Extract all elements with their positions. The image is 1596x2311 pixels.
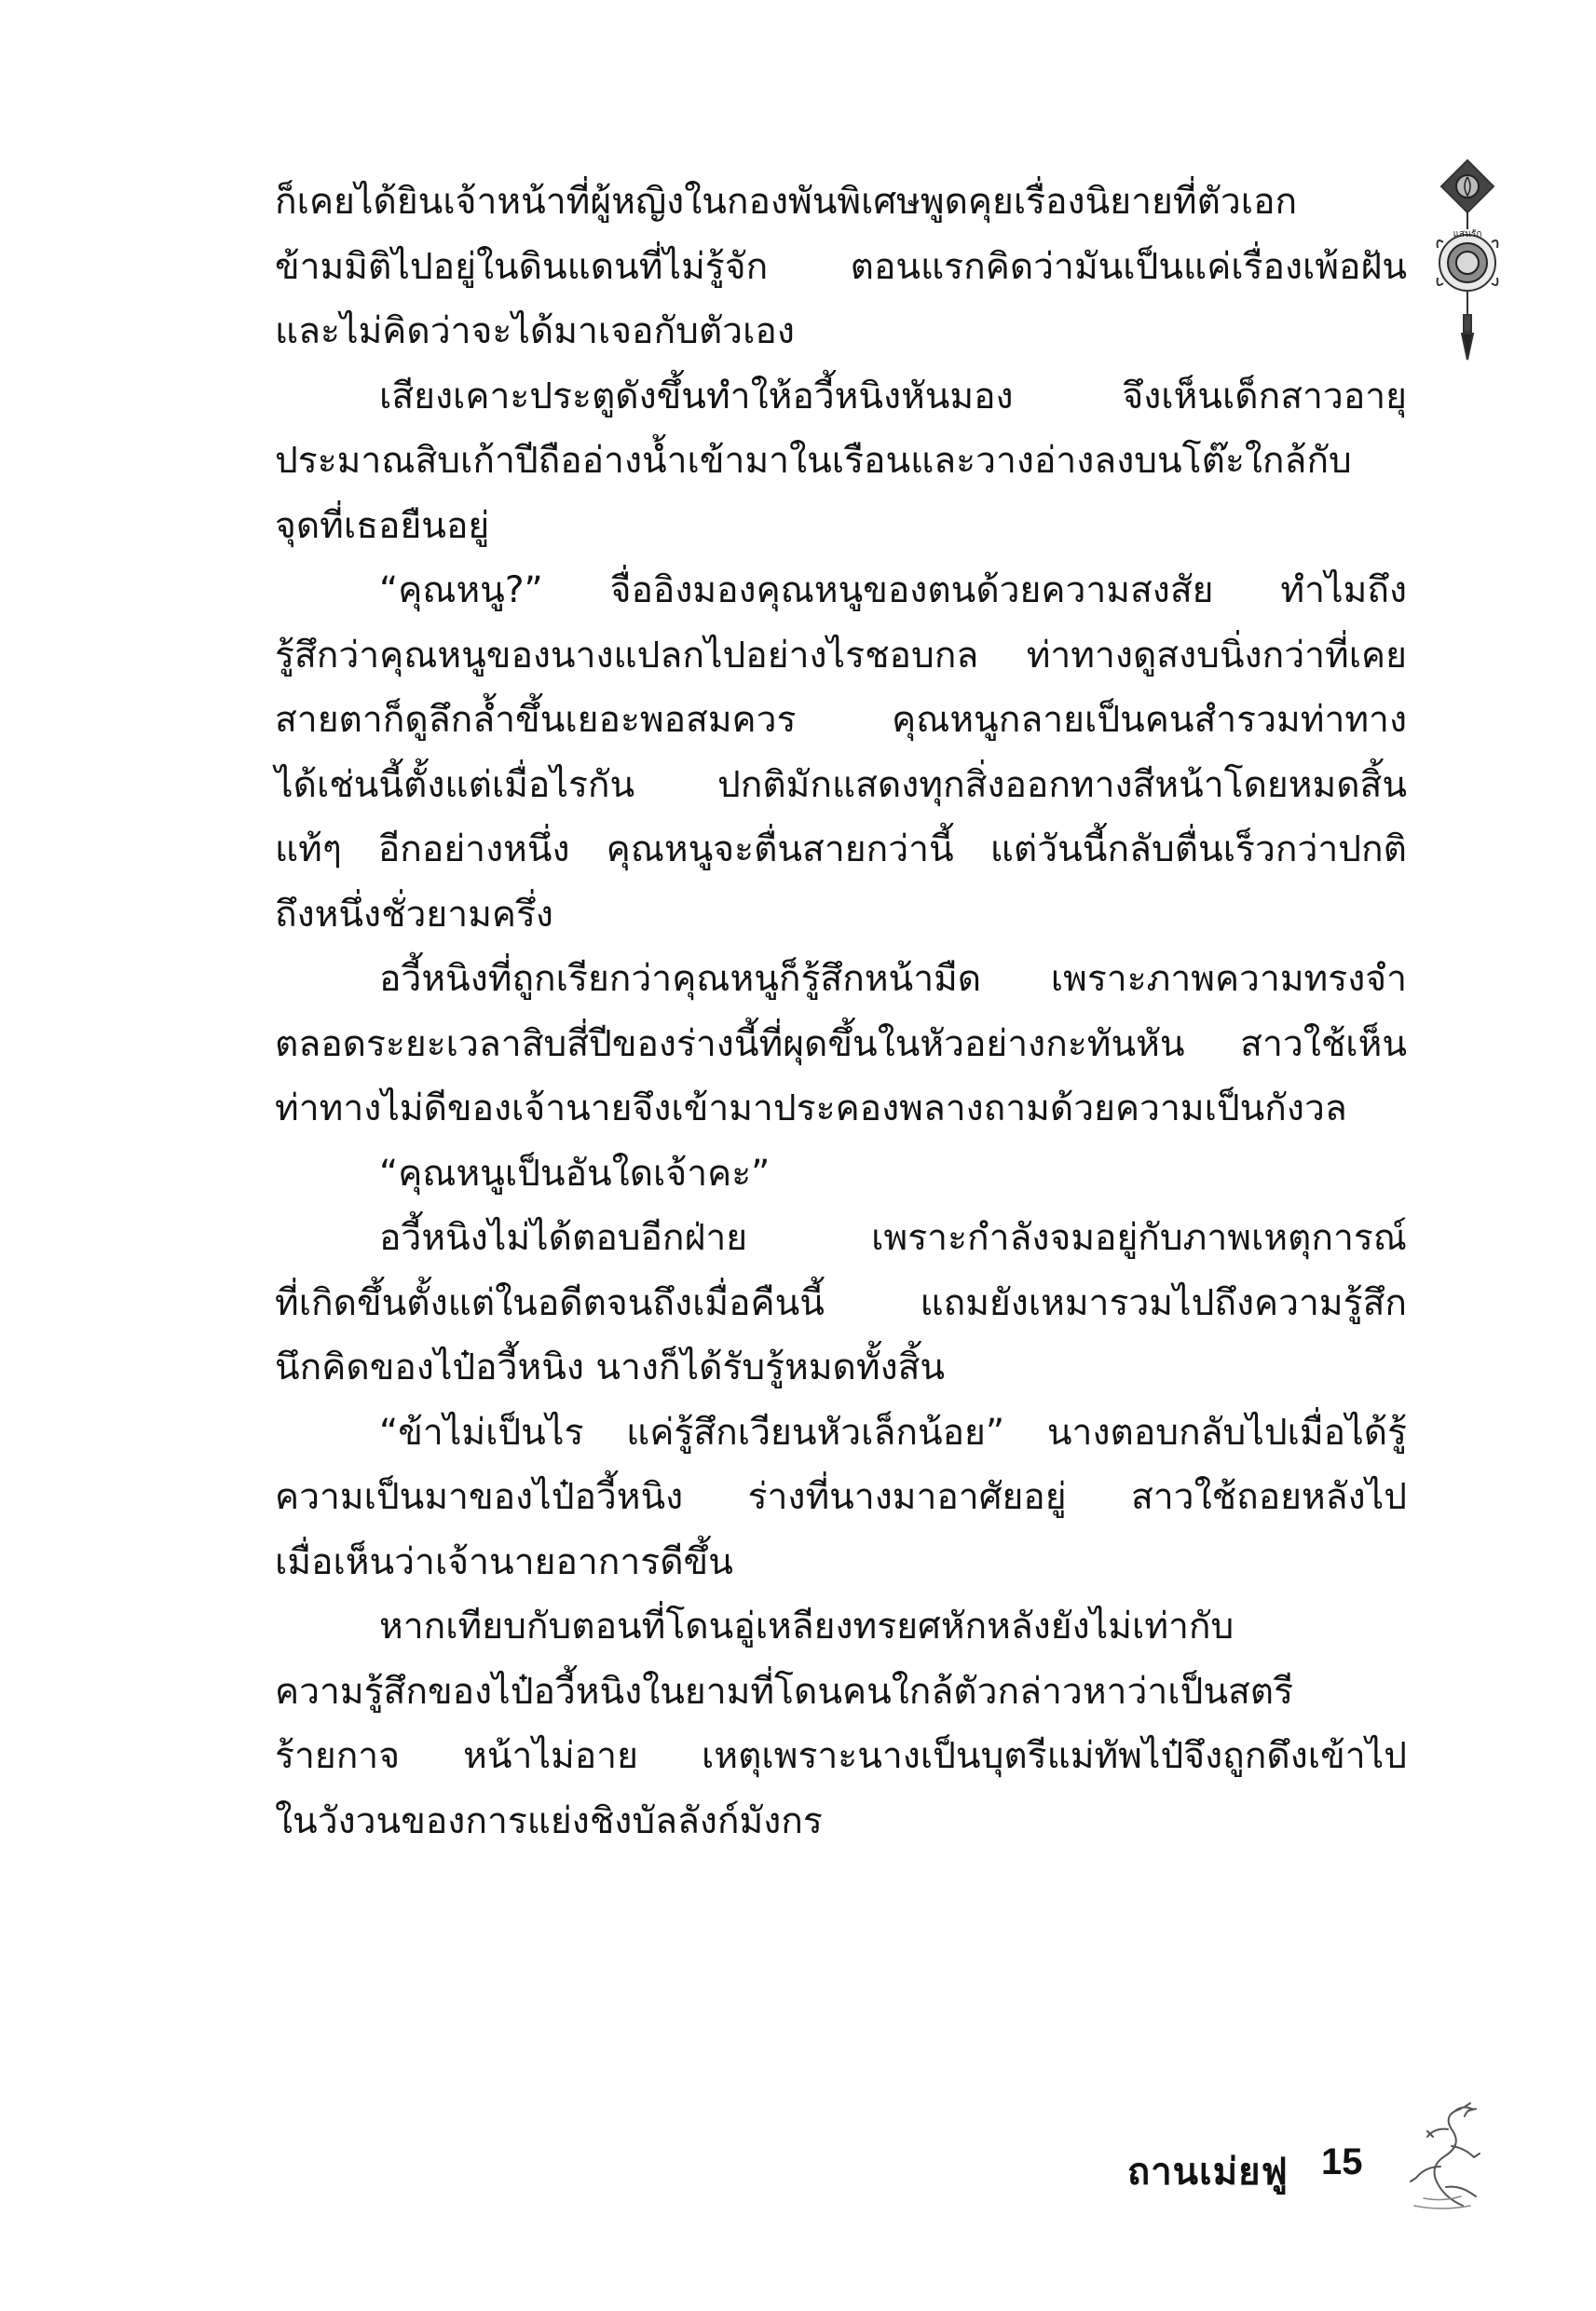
text-line: ได้เช่นนี้ตั้งแต่เมื่อไรกัน ปกติมักแสดงทุกสิ่งออกทางสีหน้าโดยหมดสิ้น <box>275 763 1407 806</box>
text-line: ท่าทางไม่ดีของเจ้านายจึงเข้ามาประคองพลางถามด้วยความเป็นกังวล <box>275 1087 1347 1129</box>
text-line: เสียงเคาะประตูดังขึ้นทำให้อวี้หนิงหันมอง จึงเห็นเด็กสาวอายุ <box>379 375 1407 417</box>
text-line: ประมาณสิบเก้าปีถืออ่างน้ำเข้ามาในเรือนและวางอ่างลงบนโต๊ะใกล้กับ <box>275 440 1352 482</box>
book-title: ถานเม่ยฟู <box>1127 2150 1289 2194</box>
text-line: สายตาก็ดูลึกล้ำขึ้นเยอะพอสมควร คุณหนูกลายเป็นคนสำรวมท่าทาง <box>275 699 1407 741</box>
paragraph <box>275 1142 1407 1207</box>
page-number: 15 <box>1321 2141 1363 2182</box>
text-line: และไม่คิดว่าจะได้มาเจอกับตัวเอง <box>275 310 795 352</box>
text-line: แท้ๆ อีกอย่างหนึ่ง คุณหนูจะตื่นสายกว่านี้ แต่วันนี้กลับตื่นเร็วกว่าปกติ <box>275 828 1407 870</box>
text-line: อวี้หนิงที่ถูกเรียกว่าคุณหนูก็รู้สึกหน้ามืด เพราะภาพความทรงจำ <box>379 958 1407 1000</box>
text-line: รู้สึกว่าคุณหนูของนางแปลกไปอย่างไรชอบกล ท่าทางดูสงบนิ่งกว่าที่เคย <box>275 634 1407 677</box>
paragraph <box>275 947 1407 1142</box>
text-line: ในวังวนของการแย่งชิงบัลลังก์มังกร <box>275 1799 823 1842</box>
text-line: ความรู้สึกของไป๋อวี้หนิงในยามที่โดนคนใกล้ตัวกล่าวหาว่าเป็นสตรี <box>275 1670 1294 1713</box>
text-line: ที่เกิดขึ้นตั้งแต่ในอดีตจนถึงเมื่อคืนนี้ แถมยังเหมารวมไปถึงความรู้สึก <box>275 1281 1407 1324</box>
text-line: ร้ายกาจ หน้าไม่อาย เหตุเพราะนางเป็นบุตรีแม่ทัพไป๋จึงถูกดึงเข้าไป <box>275 1735 1407 1777</box>
text-line: ถึงหนึ่งชั่วยามครึ่ง <box>275 893 553 936</box>
paragraph <box>275 1206 1407 1401</box>
text-line: อวี้หนิงไม่ได้ตอบอีกฝ่าย เพราะกำลังจมอยู่กับภาพเหตุการณ์ <box>379 1217 1407 1259</box>
text-line: “ข้าไม่เป็นไร แค่รู้สึกเวียนหัวเล็กน้อย” นางตอบกลับไปเมื่อได้รู้ <box>379 1411 1407 1454</box>
paragraph <box>275 1594 1407 1853</box>
paragraph <box>275 364 1407 559</box>
text-line: จุดที่เธอยืนอยู่ <box>275 504 490 547</box>
text-line: ก็เคยได้ยินเจ้าหน้าที่ผู้หญิงในกองพันพิเศษพูดคุยเรื่องนิยายที่ตัวเอก <box>275 181 1298 223</box>
text-line: หากเทียบกับตอนที่โดนอู่เหลียงทรยศหักหลังยังไม่เท่ากับ <box>379 1606 1235 1648</box>
text-line: ข้ามมิติไปอยู่ในดินแดนที่ไม่รู้จัก ตอนแรกคิดว่ามันเป็นแค่เรื่องเพ้อฝัน <box>275 245 1407 288</box>
paragraph <box>275 1401 1407 1595</box>
hanging-ornament-icon <box>1430 158 1505 363</box>
text-line: นึกคิดของไป๋อวี้หนิง นางก็ได้รับรู้หมดทั้งสิ้น <box>275 1347 946 1388</box>
body-text <box>275 170 1407 1853</box>
paragraph <box>275 558 1407 947</box>
text-line: ตลอดระยะเวลาสิบสี่ปีของร่างนี้ที่ผุดขึ้นในหัวอย่างกะทันหัน สาวใช้เห็น <box>275 1022 1407 1065</box>
text-line: “คุณหนูเป็นอันใดเจ้าคะ” <box>379 1152 771 1195</box>
dragon-icon <box>1396 2101 1498 2213</box>
text-line: “คุณหนู?” จื่ออิงมองคุณหนูของตนด้วยความสงสัย ทำไมถึง <box>379 569 1407 611</box>
ornament-label: แสนรัก <box>1453 229 1482 239</box>
text-line: เมื่อเห็นว่าเจ้านายอาการดีขึ้น <box>275 1540 733 1583</box>
paragraph <box>275 170 1407 364</box>
text-line: ความเป็นมาของไป๋อวี้หนิง ร่างที่นางมาอาศัยอยู่ สาวใช้ถอยหลังไป <box>275 1476 1407 1518</box>
